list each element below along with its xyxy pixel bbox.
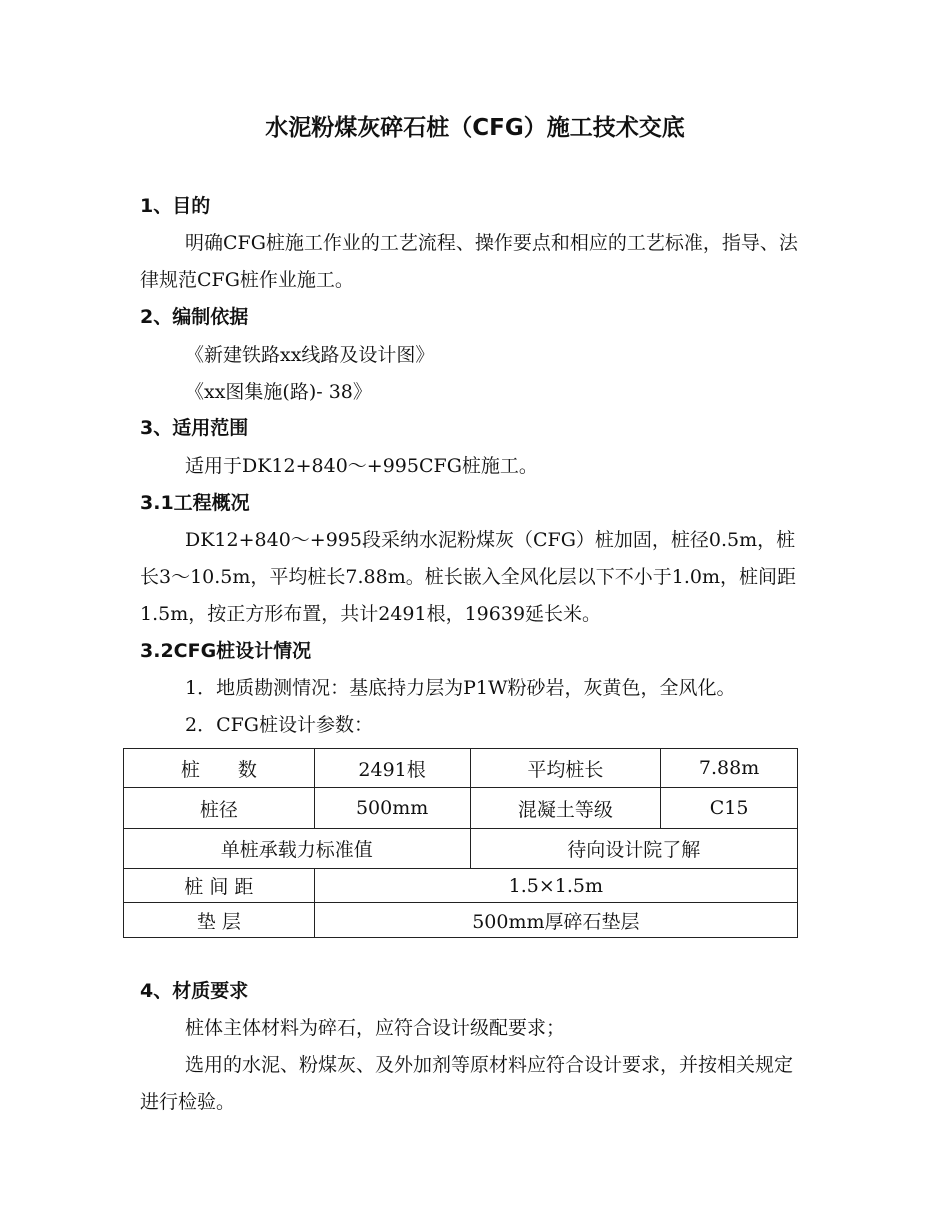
- table-cell: C15: [661, 788, 798, 829]
- design-params-item: 2．CFG桩设计参数：: [185, 714, 373, 736]
- table-cell: 平均桩长: [470, 749, 661, 788]
- table-cell: 1.5×1.5m: [314, 869, 797, 903]
- table-row: [124, 749, 798, 788]
- section-1-paragraph: 明确CFG桩施工作业的工艺流程、操作要点和相应的工艺标准，指导、法律规范CFG桩作业施工。: [140, 232, 798, 291]
- table-cell: 桩 数: [124, 749, 315, 788]
- section-3-1-paragraph: DK12+840～+995段采纳水泥粉煤灰（CFG）桩加固，桩径0.5m，桩长3～10.5m，平均桩长7.88m。桩长嵌入全风化层以下不小于1.0m，桩间距1.5m，按正方形布置，共计2491根，19639延长米。: [140, 529, 796, 625]
- table-row: [124, 829, 798, 869]
- section-4-heading: 4、材质要求: [140, 980, 249, 1002]
- table-cell: 桩径: [124, 788, 315, 829]
- section-4-paragraph-1: 桩体主体材料为碎石，应符合设计级配要求；: [185, 1017, 566, 1039]
- table-cell: 7.88m: [661, 749, 798, 788]
- reference-line-1: 《新建铁路xx线路及设计图》: [185, 344, 435, 366]
- section-2-heading: 2、编制依据: [140, 306, 249, 328]
- geology-item: 1．地质勘测情况：基底持力层为P1W粉砂岩，灰黄色，全风化。: [185, 677, 736, 699]
- table-cell: 500mm: [314, 788, 470, 829]
- section-3-paragraph: 适用于DK12+840～+995CFG桩施工。: [185, 455, 538, 477]
- section-4-paragraph-2: 选用的水泥、粉煤灰、及外加剂等原材料应符合设计要求，并按相关规定进行检验。: [140, 1054, 794, 1113]
- section-3-heading: 3、适用范围: [140, 417, 249, 439]
- table-cell: 2491根: [314, 749, 470, 788]
- reference-line-2: 《xx图集施(路)- 38》: [185, 381, 372, 403]
- table-row: [124, 903, 798, 938]
- section-3-1-heading: 3.1工程概况: [140, 492, 250, 514]
- table-cell: 待向设计院了解: [470, 829, 797, 869]
- table-cell: 桩 间 距: [124, 869, 315, 903]
- table-row: [124, 788, 798, 829]
- design-parameters-table: [123, 748, 798, 938]
- table-cell: 垫 层: [124, 903, 315, 938]
- table-row: [124, 869, 798, 903]
- section-1-heading: 1、目的: [140, 195, 211, 217]
- section-3-2-heading: 3.2CFG桩设计情况: [140, 640, 312, 662]
- table-cell: 混凝土等级: [470, 788, 661, 829]
- table-cell: 单桩承载力标准值: [124, 829, 471, 869]
- table-cell: 500mm厚碎石垫层: [314, 903, 797, 938]
- document-title: 水泥粉煤灰碎石桩（CFG）施工技术交底: [265, 115, 685, 141]
